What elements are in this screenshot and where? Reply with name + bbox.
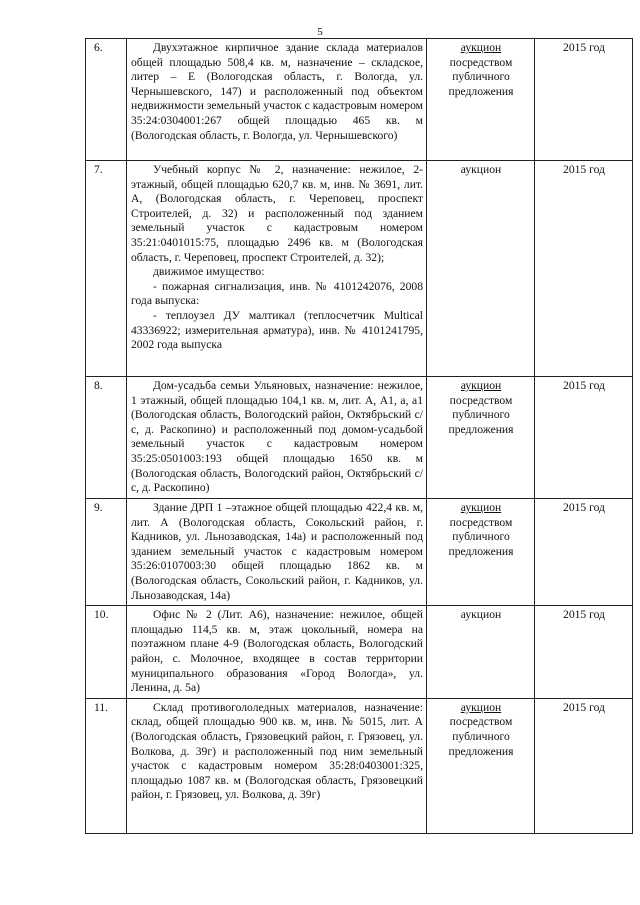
table-row bbox=[86, 698, 633, 833]
method-label: аукцион bbox=[460, 163, 502, 176]
sale-method bbox=[427, 161, 535, 377]
sale-method bbox=[427, 377, 535, 499]
description-text: Учебный корпус № 2, назначение: нежилое, 2-этажный, общей площадью 620,7 кв. м, инв. № 3691, лит. А, (Вологодская область, г. Череповец, проспект Строителей, д. 32) и расположенный под зданием земельный участок с кадастровым номером 35:21:0401015:75, площадью 2496 кв. м (Вологодская область, г. Череповец, проспект Строителей, д. 32); bbox=[131, 163, 426, 264]
table-row bbox=[86, 377, 633, 499]
description-text: Офис № 2 (Лит. А6), назначение: нежилое, общей площадью 114,5 кв. м, этаж цокольный, номера на поэтажном плане 4-9 (Вологодская область, Вологодский район, с. Молочное, входящее в состав территории муниципального образования «Город Вологда», ул. Ленина, д. 5а) bbox=[131, 608, 426, 695]
property-description bbox=[127, 499, 427, 606]
description-text: Здание ДРП 1 –этажное общей площадью 422,4 кв. м, лит. А (Вологодская область, Сокольский район, г. Кадников, ул. Льнозаводская, 14а) и расположенный под зданием земельный участок с кадастровым номером 35:26:0107003:30 общей площадью 1862 кв. м (Вологодская область, Сокольский район, г. Кадников, ул. Льнозаводская, 14а) bbox=[131, 501, 426, 602]
row-number: 6. bbox=[86, 39, 127, 161]
description-text: Склад противогололедных материалов, назначение: склад, общей площадью 900 кв. м, инв. № 5015, лит. А (Вологодская область, Грязовецкий район, г. Грязовец, ул. Волкова, д. 39г) и расположенный под ним земельный участок с кадастровым номером 35:28:0403001:325, площадью 1087 кв. м (Вологодская область, Грязовецкий район, г. Грязовец, ул. Волкова, д. 39г) bbox=[131, 700, 426, 802]
table-row bbox=[86, 606, 633, 699]
property-description bbox=[127, 698, 427, 833]
sale-method bbox=[427, 606, 535, 699]
table-row bbox=[86, 161, 633, 377]
sale-year: 2015 год bbox=[535, 377, 633, 499]
property-description bbox=[127, 377, 427, 499]
row-number: 9. bbox=[86, 499, 127, 606]
method-label: аукцион bbox=[460, 379, 502, 392]
sale-year: 2015 год bbox=[535, 499, 633, 606]
description-text: Двухэтажное кирпичное здание склада материалов общей площадью 508,4 кв. м, назначение – складское, литер – Е (Вологодская область, г. Вологда, ул. Чернышевского, 147) и расположенный под объектом недвижимости земельный участок с кадастровым номером 35:24:0304001:267 общей площадью 465 кв. м (Вологодская область, г. Вологда, ул. Чернышевского) bbox=[131, 41, 426, 142]
sale-method bbox=[427, 39, 535, 161]
row-number: 8. bbox=[86, 377, 127, 499]
sale-year: 2015 год bbox=[535, 161, 633, 377]
sale-year: 2015 год bbox=[535, 39, 633, 161]
description-text: Дом-усадьба семьи Ульяновых, назначение: нежилое, 1 этажный, общей площадью 104,1 кв. м, лит. А, А1, а, а1 (Вологодская область, Вологодский район, Октябрьский с/с, д. Раскопино) и расположенный под домом-усадьбой земельный участок с кадастровым номером 35:25:0501003:193 общей площадью 1650 кв. м (Вологодская область, Вологодский район, Октябрьский с/с, д. Раскопино) bbox=[131, 379, 426, 495]
row-number: 11. bbox=[86, 698, 127, 833]
table-row bbox=[86, 499, 633, 606]
property-description bbox=[127, 161, 427, 377]
movable-heading: движимое имущество: bbox=[153, 265, 265, 279]
method-rest: посредством публичного предложения bbox=[448, 393, 514, 436]
method-label: аукцион bbox=[460, 700, 502, 714]
row-number: 7. bbox=[86, 161, 127, 377]
row-number: 10. bbox=[86, 606, 127, 699]
page-number: 5 bbox=[317, 26, 323, 38]
movable-item: - пожарная сигнализация, инв. № 4101242076, 2008 года выпуска: bbox=[131, 279, 426, 308]
property-description bbox=[127, 39, 427, 161]
sale-method bbox=[427, 499, 535, 606]
method-label: аукцион bbox=[460, 501, 502, 514]
property-description bbox=[127, 606, 427, 699]
sale-year: 2015 год bbox=[535, 606, 633, 699]
property-table bbox=[85, 38, 633, 834]
movable-item: - теплоузел ДУ малтикал (теплосчетчик Multical 43336922; измерительная арматура), инв. № 4101241795, 2002 года выпуска bbox=[131, 308, 426, 352]
method-label: аукцион bbox=[460, 608, 502, 622]
method-label: аукцион bbox=[460, 41, 502, 54]
sale-method bbox=[427, 698, 535, 833]
method-rest: посредством публичного предложения bbox=[448, 515, 514, 558]
method-rest: посредством публичного предложения bbox=[448, 55, 514, 98]
sale-year: 2015 год bbox=[535, 698, 633, 833]
table-row bbox=[86, 39, 633, 161]
method-rest: посредством публичного предложения bbox=[448, 715, 514, 758]
